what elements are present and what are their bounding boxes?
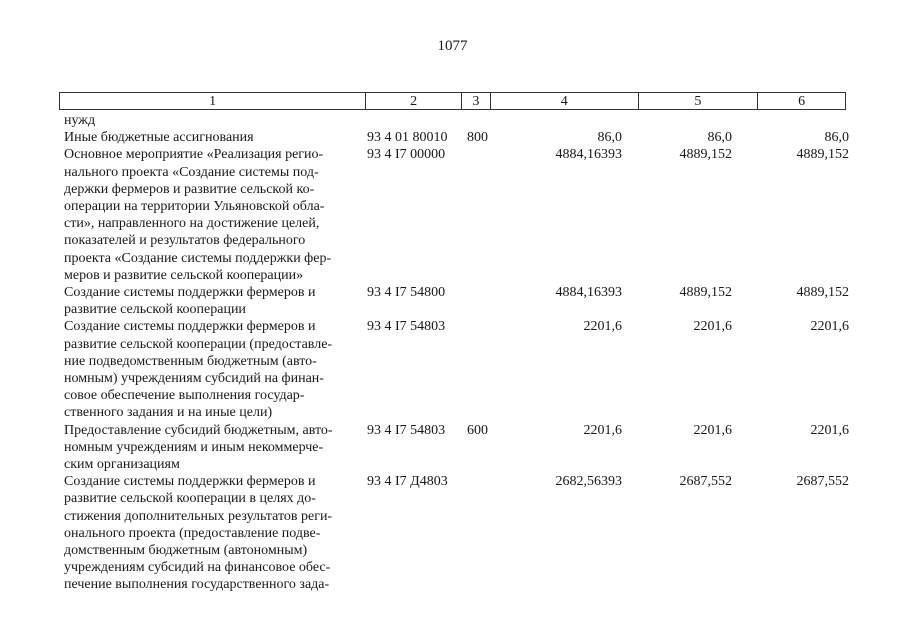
- row-name-line: совое обеспечение выполнения государ-: [64, 388, 305, 404]
- row-name: [64, 112, 359, 129]
- header-col-1: 1: [60, 93, 366, 109]
- row-value-col5: 4889,152: [679, 147, 732, 163]
- row-value-col5: 4889,152: [679, 285, 732, 301]
- row-value-col4: 4884,16393: [555, 285, 622, 301]
- table-row: [64, 146, 854, 284]
- row-name: [64, 129, 359, 146]
- row-name-line: номным учреждениям и иным некоммерче-: [64, 439, 324, 455]
- row-name-line: Основное мероприятие «Реализация регио-: [64, 147, 324, 163]
- row-value-col5: 2201,6: [693, 422, 732, 438]
- row-name-line: Иные бюджетные ассигнования: [64, 130, 254, 146]
- row-name-line: держки фермеров и развитие сельской ко-: [64, 181, 315, 197]
- row-name-line: Создание системы поддержки фермеров и: [64, 474, 316, 490]
- row-name: [64, 318, 359, 421]
- table-row: [64, 422, 854, 474]
- row-value-col4: 2201,6: [583, 422, 622, 438]
- row-name-line: номным) учреждениям субсидий на финан-: [64, 371, 324, 387]
- row-name-line: ственного задания и на иные цели): [64, 405, 273, 421]
- row-value-col5: 2687,552: [679, 474, 732, 490]
- header-col-5: 5: [639, 93, 759, 109]
- row-name-line: развитие сельской кооперации: [64, 302, 246, 318]
- header-col-3: 3: [462, 93, 491, 109]
- row-value-col6: 2201,6: [810, 422, 849, 438]
- row-name-line: проекта «Создание системы поддержки фер-: [64, 250, 332, 266]
- page-number: 1077: [437, 38, 468, 54]
- row-name-line: ским организациям: [64, 457, 180, 473]
- row-value-col4: 86,0: [597, 130, 622, 146]
- row-value-col5: 86,0: [707, 130, 732, 146]
- row-name-line: Создание системы поддержки фермеров и: [64, 285, 316, 301]
- table-row: [64, 318, 854, 421]
- row-name-line: операции на территории Ульяновской обла-: [64, 199, 325, 215]
- row-name: [64, 422, 359, 474]
- row-target-code: 93 4 I7 54803: [367, 422, 446, 438]
- row-value-col5: 2201,6: [693, 319, 732, 335]
- row-name-line: меров и развитие сельской кооперации»: [64, 267, 304, 283]
- row-value-col4: 2201,6: [583, 319, 622, 335]
- table-row: [64, 112, 854, 129]
- row-name-line: нального проекта «Создание системы под-: [64, 164, 319, 180]
- table-row: [64, 473, 854, 593]
- row-name-line: печение выполнения государственного зада-: [64, 577, 330, 593]
- row-expense-type: 800: [467, 130, 488, 146]
- row-name-line: показателей и результатов федерального: [64, 233, 306, 249]
- header-col-4: 4: [491, 93, 639, 109]
- row-name: [64, 473, 359, 593]
- row-target-code: 93 4 I7 Д4803: [367, 474, 448, 490]
- row-target-code: 93 4 01 80010: [367, 130, 448, 146]
- row-name-line: ние подведомственным бюджетным (авто-: [64, 353, 317, 369]
- row-value-col6: 86,0: [824, 130, 849, 146]
- row-value-col6: 4889,152: [796, 147, 849, 163]
- table-row: [64, 284, 854, 318]
- header-col-6: 6: [798, 94, 806, 109]
- row-expense-type: 600: [467, 422, 488, 438]
- header-col-2: 2: [366, 93, 462, 109]
- row-name-line: развитие сельской кооперации (предоставле-: [64, 336, 333, 352]
- row-name: [64, 284, 359, 318]
- row-value-col6: 2201,6: [810, 319, 849, 335]
- row-name-line: стижения дополнительных результатов реги-: [64, 508, 333, 524]
- row-name-line: нужд: [64, 113, 96, 128]
- row-value-col6: 4889,152: [796, 285, 849, 301]
- row-target-code: 93 4 I7 54800: [367, 285, 446, 301]
- row-name-line: онального проекта (предоставление подве-: [64, 525, 321, 541]
- row-name-line: домственным бюджетным (автономным): [64, 543, 308, 559]
- row-target-code: 93 4 I7 54803: [367, 319, 446, 335]
- row-name-line: сти», направленного на достижение целей,: [64, 216, 320, 232]
- row-name-line: развитие сельской кооперации в целях до-: [64, 491, 316, 507]
- table-header: [59, 92, 846, 110]
- row-name-line: Предоставление субсидий бюджетным, авто-: [64, 422, 333, 438]
- table-body: [64, 112, 854, 594]
- row-value-col4: 2682,56393: [555, 474, 622, 490]
- table-row: [64, 129, 854, 146]
- row-target-code: 93 4 I7 00000: [367, 147, 446, 163]
- row-value-col6: 2687,552: [796, 474, 849, 490]
- row-name-line: учреждениям субсидий на финансовое обес-: [64, 560, 331, 576]
- row-name: [64, 146, 359, 284]
- row-value-col4: 4884,16393: [555, 147, 622, 163]
- row-name-line: Создание системы поддержки фермеров и: [64, 319, 316, 335]
